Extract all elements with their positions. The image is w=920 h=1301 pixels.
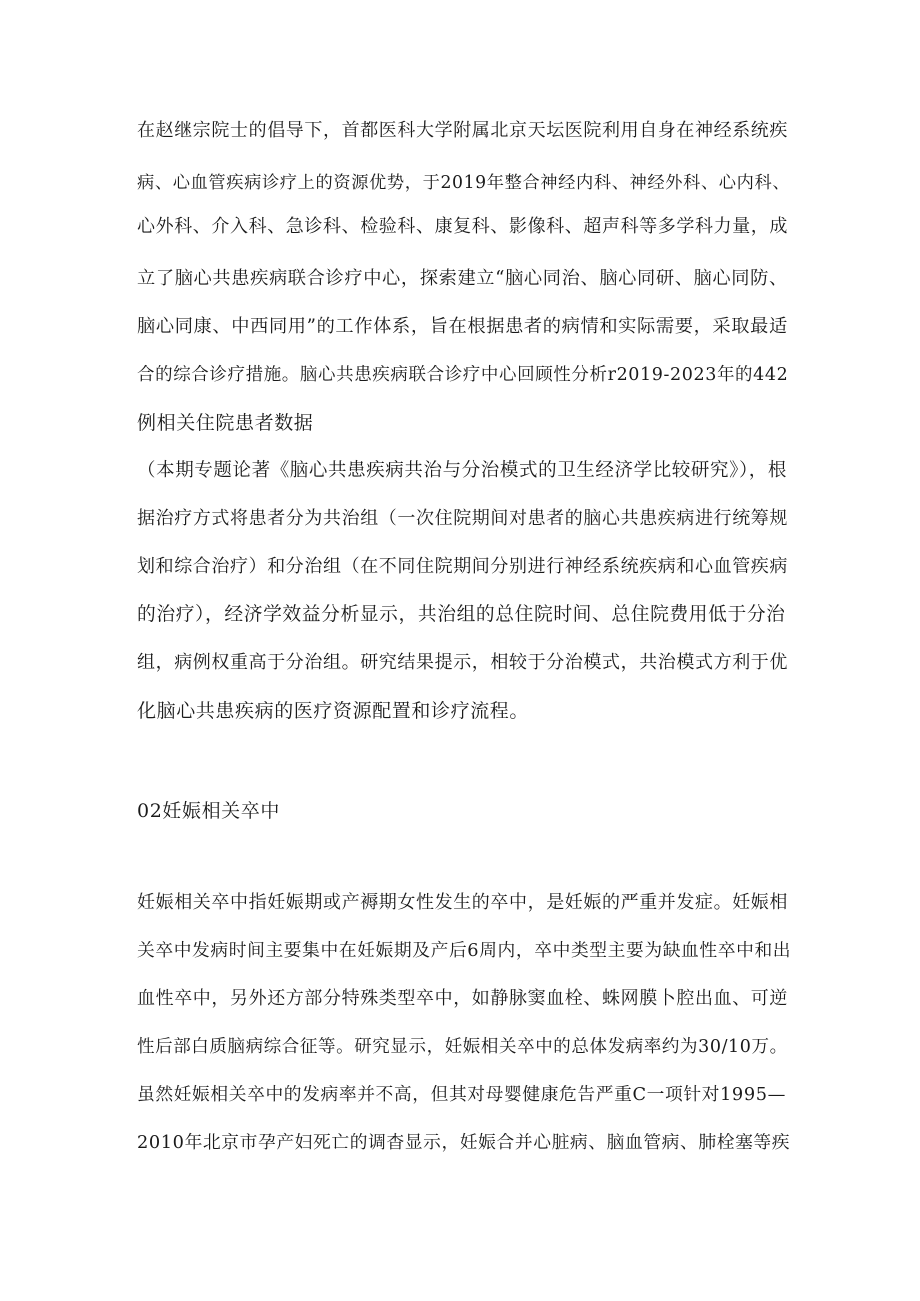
paragraph-1-line-3: 心外科、介入科、急诊科、检验科、康复科、影像科、超声科等多学科力量，成 — [137, 216, 788, 237]
paragraph-1-line-4: 立了脑心共患疾病联合诊疗中心，探索建立“脑心同治、脑心同研、脑心同防、 — [137, 268, 788, 289]
paragraph-2-line-6: 化脑心共患疾病的医疗资源配置和诊疗流程。 — [137, 700, 530, 722]
paragraph-3-line-3: 血性卒中，另外还方部分特殊类型卒中，如静脉窦血栓、蛛网膜卜腔出血、可逆 — [137, 988, 788, 1009]
paragraph-3-line-6: 2010年北京市孕产妇死亡的调杳显示，妊娠合并心脏病、脑血管病、肺栓塞等疾 — [137, 1133, 791, 1153]
section-heading: 02妊娠相关卒中 — [137, 800, 280, 822]
paragraph-1-line-2: 病、心血管疾病诊疗上的资源优势，于2019年整合神经内科、神经外科、心内科、 — [137, 173, 791, 193]
paragraph-2-line-3: 划和综合治疗）和分治组（在不同住院期间分别进行神经系统疾病和心血管疾病 — [137, 556, 788, 577]
paragraph-2-line-1: （本期专题论著《脑心共患疾病共治与分治模式的卫生经济学比较研究》），根 — [137, 460, 788, 481]
paragraph-3-line-5: 虽然妊娠相关卒中的发病率并不高，但其对母婴健康危告严重C一项针对1995— — [137, 1085, 786, 1105]
paragraph-1-line-5: 脑心同康、中西同用”的工作体系，旨在根据患者的病情和实际需要，采取最适 — [137, 316, 788, 337]
paragraph-1-line-7: 例相关住院患者数据 — [137, 412, 314, 434]
paragraph-1-line-6: 合的综合诊疗措施。脑心共患疾病联合诊疗中心回顾性分析r2019-2023年的442 — [137, 365, 789, 385]
paragraph-3-line-2: 关卒中发病时间主要集中在妊娠期及产后6周内，卒中类型主要为缺血性卒中和出 — [137, 941, 792, 961]
paragraph-2-line-5: 组，病例权重高于分治组。研究结果提示，相较于分治模式，共治模式方利于优 — [137, 652, 788, 673]
paragraph-1-line-1: 在赵继宗院士的倡导下，首都医科大学附属北京天坛医院利用自身在神经系统疾 — [137, 120, 788, 141]
paragraph-3-line-1: 妊娠相关卒中指妊娠期或产褥期女性发生的卒中，是妊娠的严重并发症。妊娠相 — [137, 892, 788, 913]
paragraph-2-line-2: 据治疗方式将患者分为共治组（一次住院期间对患者的脑心共患疾病进行统筹规 — [137, 508, 788, 529]
paragraph-2-line-4: 的治疗），经济学效益分析显示，共治组的总住院时间、总住院费用低于分治 — [137, 604, 786, 625]
paragraph-3-line-4: 性后部白质脑病综合征等。研究显示，妊娠相关卒中的总体发病率约为30/10万。 — [137, 1037, 788, 1057]
